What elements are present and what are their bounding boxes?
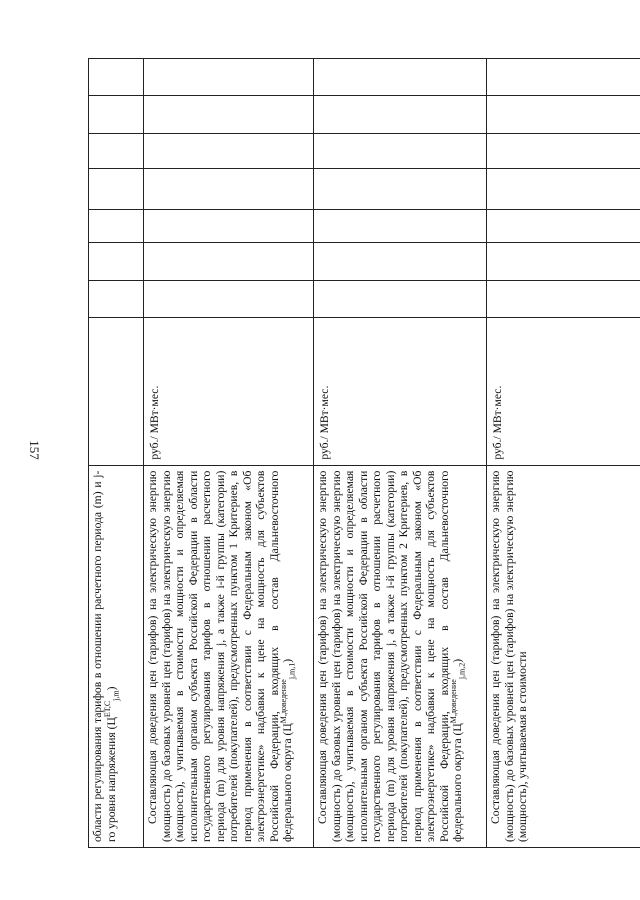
table-row — [89, 59, 144, 848]
value-cell — [487, 59, 640, 96]
value-cell — [144, 209, 314, 242]
value-cell — [89, 280, 144, 317]
table-row — [487, 59, 640, 848]
value-cell — [314, 169, 487, 209]
description-cell: Составляющая доведения цен (тарифов) на электрическую энергию (мощность) до базовых уровней цен (тарифов) на электрическую энергию (мощность), учитываемая в стоимости — [487, 465, 640, 847]
unit-cell: руб./ МВт·мес. — [487, 317, 640, 465]
value-cell — [487, 169, 640, 209]
value-cell — [89, 96, 144, 133]
value-cell — [144, 133, 314, 168]
unit-cell: руб./ МВт·мес. — [144, 317, 314, 465]
table-row — [144, 59, 314, 848]
value-cell — [314, 133, 487, 168]
value-cell — [314, 59, 487, 96]
value-cell — [487, 133, 640, 168]
value-cell — [144, 243, 314, 280]
value-cell — [487, 96, 640, 133]
value-cell — [314, 96, 487, 133]
value-cell — [487, 280, 640, 317]
value-cell — [314, 280, 487, 317]
unit-cell: руб./ МВт·мес. — [314, 317, 487, 465]
tariff-table — [88, 58, 640, 848]
description-cell: области регулирования тарифов в отношении расчетного периода (m) и j-го уровня напряжения $(Ц^{ЕТ,С}_{j,m})$ — [89, 465, 144, 847]
value-cell — [89, 59, 144, 96]
value-cell — [89, 133, 144, 168]
page-number: 157 — [27, 440, 42, 460]
value-cell — [487, 243, 640, 280]
value-cell — [144, 96, 314, 133]
value-cell — [89, 169, 144, 209]
value-cell — [144, 169, 314, 209]
description-cell: Составляющая доведения цен (тарифов) на электрическую энергию (мощность) до базовых уровней цен (тарифов) на электрическую энергию (мощность), учитываемая в стоимости мощности и определяемая исполнительным органом субъекта Российской Федерации в области государственного регулирования тарифов в отношении расчетного периода (m) для уровня напряжения j, а также i-й группы (категории) потребителей (покупателей), предусмотренных пунктом 2 Критериев, в период применения в соответствии с Федеральным законом «Об электроэнергетике» надбавки к цене на мощность для субъектов Российской Федерации, входящих в состав Дальневосточного федерального округа $(Ц^{М,доведение}_{j,m,2})$ — [314, 465, 487, 847]
value-cell — [89, 209, 144, 242]
unit-cell — [89, 317, 144, 465]
table-row — [314, 59, 487, 848]
description-cell: Составляющая доведения цен (тарифов) на электрическую энергию (мощность) до базовых уровней цен (тарифов) на электрическую энергию (мощность), учитываемая в стоимости мощности и определяемая исполнительным органом субъекта Российской Федерации в области государственного регулирования тарифов в отношении расчетного периода (m) для уровня напряжения j, а также i-й группы (категории) потребителей (покупателей), предусмотренных пунктом 1 Критериев, в период применения в соответствии с Федеральным законом «Об электроэнергетике» надбавки к цене на мощность для субъектов Российской Федерации, входящих в состав Дальневосточного федерального округа $(Ц^{М,доведение}_{j,m,1})$ — [144, 465, 314, 847]
value-cell — [144, 59, 314, 96]
value-cell — [89, 243, 144, 280]
value-cell — [314, 209, 487, 242]
rotated-table-page — [88, 58, 628, 848]
value-cell — [487, 209, 640, 242]
value-cell — [314, 243, 487, 280]
value-cell — [144, 280, 314, 317]
